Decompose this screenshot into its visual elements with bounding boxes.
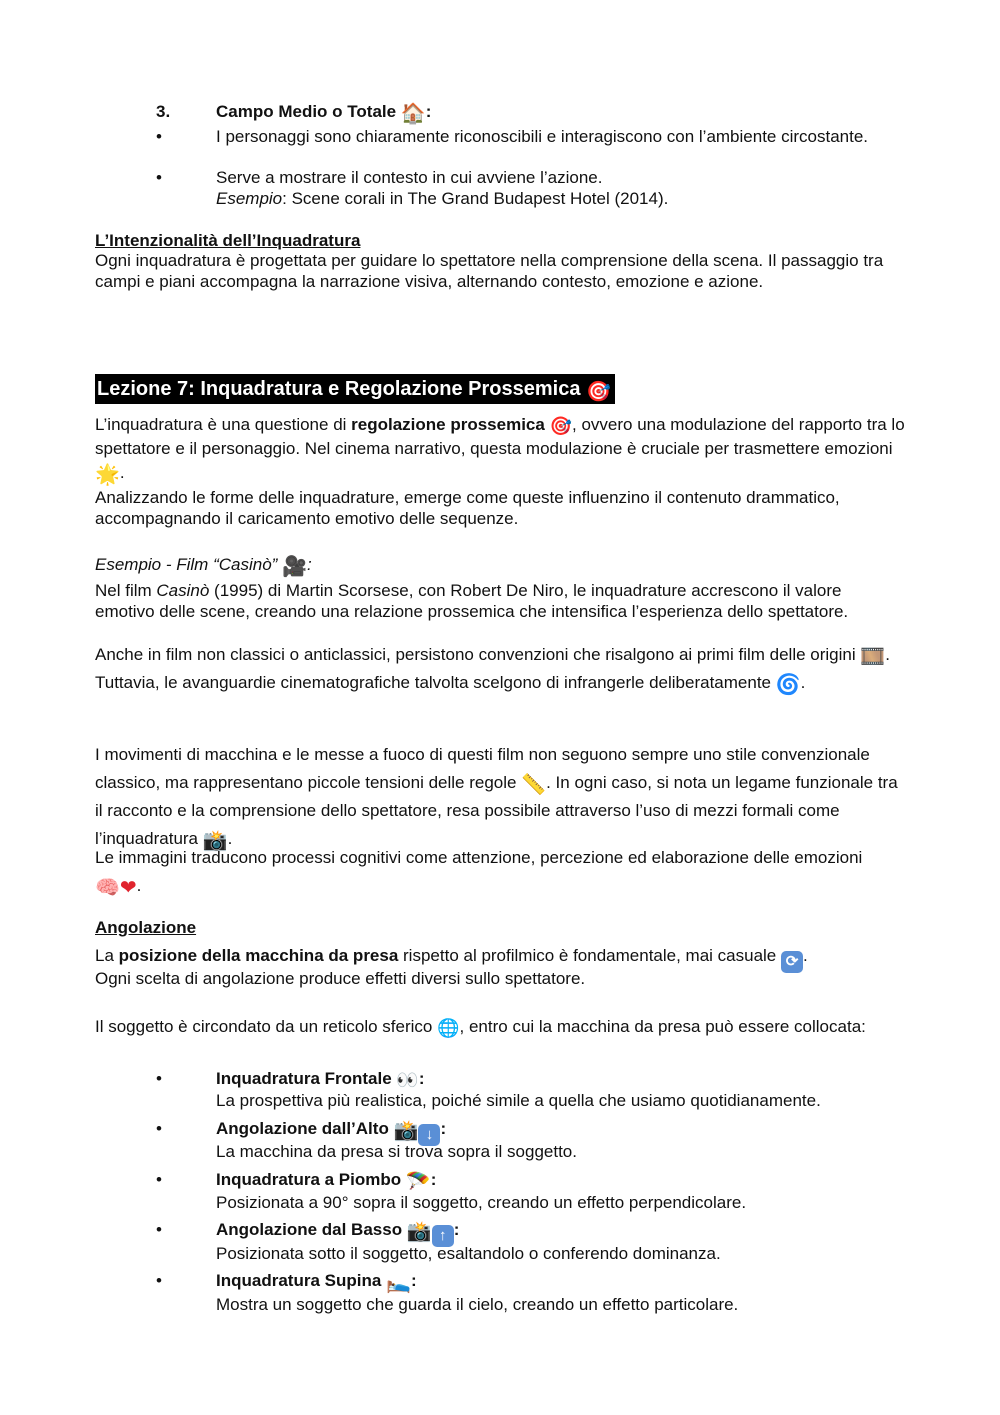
- film-frames-icon: 🎞️: [860, 646, 886, 668]
- house-icon: 🏠: [400, 103, 426, 125]
- camera-flash-icon: 📸: [406, 1221, 432, 1243]
- bullet: •: [156, 1170, 162, 1189]
- red-heart-icon: ❤: [119, 877, 137, 899]
- intro-paragraph-2: Analizzando le forme delle inquadrature, emerge come queste influenzino il contenuto drammatico, accompagnando il caricamento emotivo delle sequenze.: [95, 488, 840, 528]
- angle-item-dall-alto: Angolazione dall’Alto 📸 ↓ :: [216, 1118, 916, 1146]
- casino-paragraph-1: Nel film Casinò (1995) di Martin Scorsese, con Robert De Niro, le inquadrature accrescono il valore emotivo delle scene, creando una relazione prossemica che intensifica l’esperienza dello spettatore.: [95, 581, 849, 621]
- bullet: •: [156, 1271, 162, 1290]
- campo-medio-bullet-1: I personaggi sono chiaramente riconoscibili e interagiscono con l’ambiente circostante.: [216, 127, 869, 146]
- angle-item-frontale: Inquadratura Frontale 👀:: [216, 1069, 425, 1090]
- bullet: •: [156, 127, 162, 146]
- angle-desc: La prospettiva più realistica, poiché simile a quella che usiamo quotidianamente.: [216, 1091, 821, 1110]
- angle-item-supina: Inquadratura Supina 🛌:: [216, 1271, 417, 1294]
- target-icon: 🎯: [549, 416, 572, 436]
- campo-medio-bullet-2: Serve a mostrare il contesto in cui avviene l’azione.: [216, 168, 603, 187]
- sparkle-star-icon: 🌟: [95, 464, 120, 486]
- campo-medio-title: Campo Medio o Totale 🏠:: [216, 102, 432, 125]
- lesson-heading: Lezione 7: Inquadratura e Regolazione Prossemica 🎯: [95, 374, 615, 404]
- bed-icon: 🛌: [386, 1272, 411, 1294]
- down-arrow-icon: ↓: [418, 1124, 440, 1146]
- bullet: •: [156, 168, 162, 187]
- angle-desc: Posizionata sotto il soggetto, esaltandolo o conferendo dominanza.: [216, 1244, 721, 1263]
- casino-paragraph-2: Anche in film non classici o anticlassici, persistono convenzioni che risalgono ai primi film delle origini 🎞️. Tuttavia, le avanguardie cinematografiche talvolta scelgono di infrangerle deliberatamente 🌀.: [95, 645, 891, 696]
- repeat-arrows-icon: ⟳: [781, 951, 803, 973]
- angolazione-paragraph-1: La posizione della macchina da presa rispetto al profilmico è fondamentale, mai casuale ⟳ .: [95, 945, 905, 973]
- bullet: •: [156, 1220, 162, 1239]
- intenzionalita-heading: L’Intenzionalità dell’Inquadratura: [95, 231, 361, 250]
- ruler-icon: 📏: [521, 774, 547, 796]
- bullet: •: [156, 1069, 162, 1088]
- movimenti-paragraph-1: I movimenti di macchina e le messe a fuoco di questi film non seguono sempre uno stile convenzionale classico, ma rappresentano piccole tensioni delle regole 📏. In ogni caso, si nota un legame funzionale tra il racconto e la comprensione dello spettatore, resa possibile attraverso l’uso di mezzi formali come l’inquadratura 📸.: [95, 745, 898, 852]
- parachute-icon: 🪂: [405, 1171, 431, 1193]
- cyclone-icon: 🌀: [775, 674, 801, 696]
- angolazione-paragraph-1-line2: Ogni scelta di angolazione produce effetti diversi sullo spettatore.: [95, 969, 586, 988]
- brain-icon: 🧠: [95, 877, 120, 899]
- casino-example-label: Esempio - Film “Casinò” 🎥:: [95, 555, 312, 578]
- angle-desc: Mostra un soggetto che guarda il cielo, creando un effetto particolare.: [216, 1295, 739, 1314]
- camera-flash-icon: 📸: [202, 830, 228, 852]
- angle-desc: Posizionata a 90° sopra il soggetto, creando un effetto perpendicolare.: [216, 1193, 747, 1212]
- angle-desc: La macchina da presa si trova sopra il soggetto.: [216, 1142, 577, 1161]
- angle-item-piombo: Inquadratura a Piombo 🪂:: [216, 1170, 437, 1193]
- angolazione-heading: Angolazione: [95, 918, 197, 937]
- eyes-icon: 👀: [396, 1070, 419, 1090]
- campo-medio-example: Esempio: Scene corali in The Grand Budapest Hotel (2014).: [216, 189, 669, 208]
- list-number: 3.: [156, 102, 171, 121]
- intro-paragraph: L’inquadratura è una questione di regolazione prossemica 🎯, ovvero una modulazione del rapporto tra lo spettatore e il personaggio. Nel cinema narrativo, questa modulazione è cruciale per trasmettere emozioni 🌟.: [95, 415, 905, 486]
- target-icon: 🎯: [586, 381, 611, 403]
- camera-flash-icon: 📸: [393, 1120, 419, 1142]
- bullet: •: [156, 1119, 162, 1138]
- video-camera-icon: 🎥: [282, 556, 307, 578]
- up-arrow-icon: ↑: [432, 1225, 454, 1247]
- angle-item-dal-basso: Angolazione dal Basso 📸 ↑ :: [216, 1219, 916, 1247]
- movimenti-paragraph-2: Le immagini traducono processi cognitivi come attenzione, percezione ed elaborazione delle emozioni 🧠❤.: [95, 848, 863, 899]
- intenzionalita-body: Ogni inquadratura è progettata per guidare lo spettatore nella comprensione della scena. Il passaggio tra campi e piani accompagna la narrazione visiva, alternando contesto, emozione e azione.: [95, 251, 884, 291]
- angolazione-paragraph-2: Il soggetto è circondato da un reticolo sferico 🌐, entro cui la macchina da presa può essere collocata:: [95, 1017, 866, 1038]
- globe-icon: 🌐: [437, 1018, 460, 1038]
